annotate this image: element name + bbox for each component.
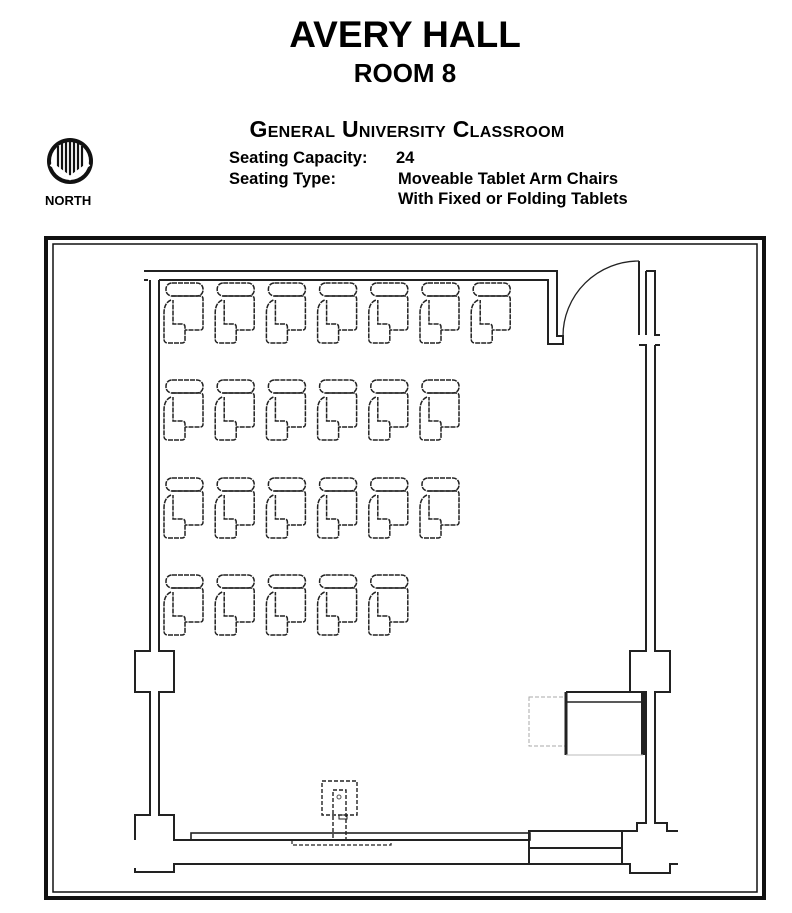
tablet-arm-chair xyxy=(164,380,203,440)
tablet-arm-chair xyxy=(164,478,203,538)
chair-group xyxy=(164,283,510,635)
whiteboard xyxy=(191,833,530,840)
seating-type-line1: Moveable Tablet Arm Chairs xyxy=(398,170,619,188)
north-arrow-icon xyxy=(47,138,93,184)
tablet-arm-chair xyxy=(369,478,408,538)
tablet-arm-chair xyxy=(164,283,203,343)
tablet-arm-chair xyxy=(215,283,254,343)
tablet-arm-chair xyxy=(318,575,357,635)
tablet-arm-chair xyxy=(420,380,459,440)
building-title: AVERY HALL xyxy=(289,14,521,55)
door-swing xyxy=(563,261,639,336)
tablet-arm-chair xyxy=(266,575,305,635)
tablet-arm-chair xyxy=(215,575,254,635)
seating-type-line2: With Fixed or Folding Tablets xyxy=(398,190,628,208)
desk-chair xyxy=(529,697,566,746)
plan-frame xyxy=(46,238,764,898)
tablet-arm-chair xyxy=(215,478,254,538)
seating-capacity-label: Seating Capacity: xyxy=(229,149,368,167)
tablet-arm-chair xyxy=(369,380,408,440)
seating-capacity-value: 24 xyxy=(396,149,415,167)
room-title: ROOM 8 xyxy=(353,58,457,88)
tablet-arm-chair xyxy=(471,283,510,343)
tablet-arm-chair xyxy=(369,283,408,343)
tablet-arm-chair xyxy=(266,380,305,440)
tablet-arm-chair xyxy=(318,380,357,440)
seating-type-label: Seating Type: xyxy=(229,170,336,188)
tablet-arm-chair xyxy=(318,478,357,538)
instructor-desk xyxy=(529,692,645,755)
projector-cart xyxy=(322,781,357,840)
tablet-arm-chair xyxy=(215,380,254,440)
tablet-arm-chair xyxy=(318,283,357,343)
walls xyxy=(135,261,678,873)
tablet-arm-chair xyxy=(420,283,459,343)
north-label: NORTH xyxy=(45,193,92,208)
classroom-type: General University Classroom xyxy=(249,116,565,142)
tablet-arm-chair xyxy=(266,283,305,343)
tablet-arm-chair xyxy=(369,575,408,635)
tablet-arm-chair xyxy=(164,575,203,635)
tablet-arm-chair xyxy=(420,478,459,538)
tablet-arm-chair xyxy=(266,478,305,538)
